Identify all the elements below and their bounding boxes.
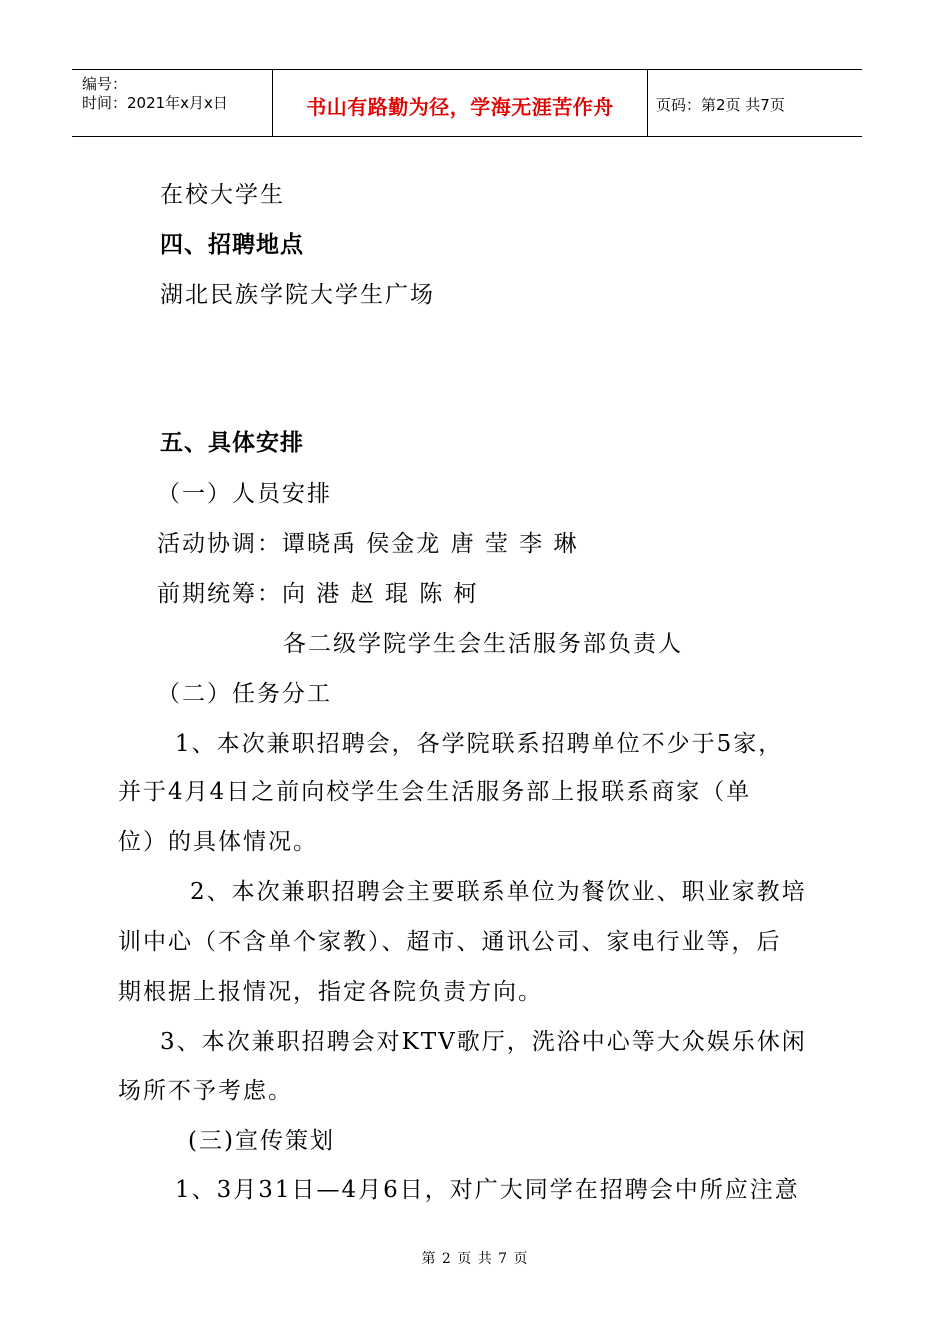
sub2-title: （二）任务分工 <box>157 681 332 707</box>
header-page-number: 页码：第2页 共7页 <box>656 96 785 114</box>
sub1-title: （一）人员安排 <box>157 481 332 507</box>
task2-line1: 2、本次兼职招聘会主要联系单位为餐饮业、职业家教培 <box>190 879 807 905</box>
header-motto-cell <box>273 70 648 136</box>
section5-title: 五、具体安排 <box>160 430 304 456</box>
header-info-cell <box>72 70 273 136</box>
task3-line2: 场所不予考虑。 <box>118 1078 293 1104</box>
document-time-label: 时间：2021年x月x日 <box>82 94 228 112</box>
section4-text: 湖北民族学院大学生广场 <box>160 282 435 308</box>
task3-line1: 3、本次兼职招聘会对KTV歌厅，洗浴中心等大众娱乐休闲 <box>160 1029 807 1055</box>
document-number-label: 编号： <box>82 75 128 93</box>
plan-line-2: 各二级学院学生会生活服务部负责人 <box>283 631 683 657</box>
sub3-title: (三)宣传策划 <box>188 1128 335 1154</box>
section4-title: 四、招聘地点 <box>160 232 304 258</box>
task2-line3: 期根据上报情况，指定各院负责方向。 <box>118 979 543 1005</box>
plan-line: 前期统筹：向 港 赵 琨 陈 柯 <box>157 581 479 607</box>
page-header <box>72 69 862 137</box>
header-motto: 书山有路勤为径，学海无涯苦作舟 <box>306 95 614 119</box>
body-line-students: 在校大学生 <box>160 182 285 208</box>
header-page-cell <box>648 70 862 136</box>
task1-line1: 1、本次兼职招聘会，各学院联系招聘单位不少于5家， <box>175 731 784 757</box>
task2-line2: 训中心（不含单个家教）、超市、通讯公司、家电行业等，后 <box>118 929 782 955</box>
coord-line: 活动协调：谭晓禹 侯金龙 唐 莹 李 琳 <box>157 531 579 557</box>
task1-line2: 并于4月4日之前向校学生会生活服务部上报联系商家（单 <box>118 779 752 805</box>
task1-line3: 位）的具体情况。 <box>118 829 318 855</box>
promo-line1: 1、3月31日—4月6日，对广大同学在招聘会中所应注意 <box>175 1177 800 1203</box>
page-footer: 第 2 页 共 7 页 <box>421 1251 529 1267</box>
